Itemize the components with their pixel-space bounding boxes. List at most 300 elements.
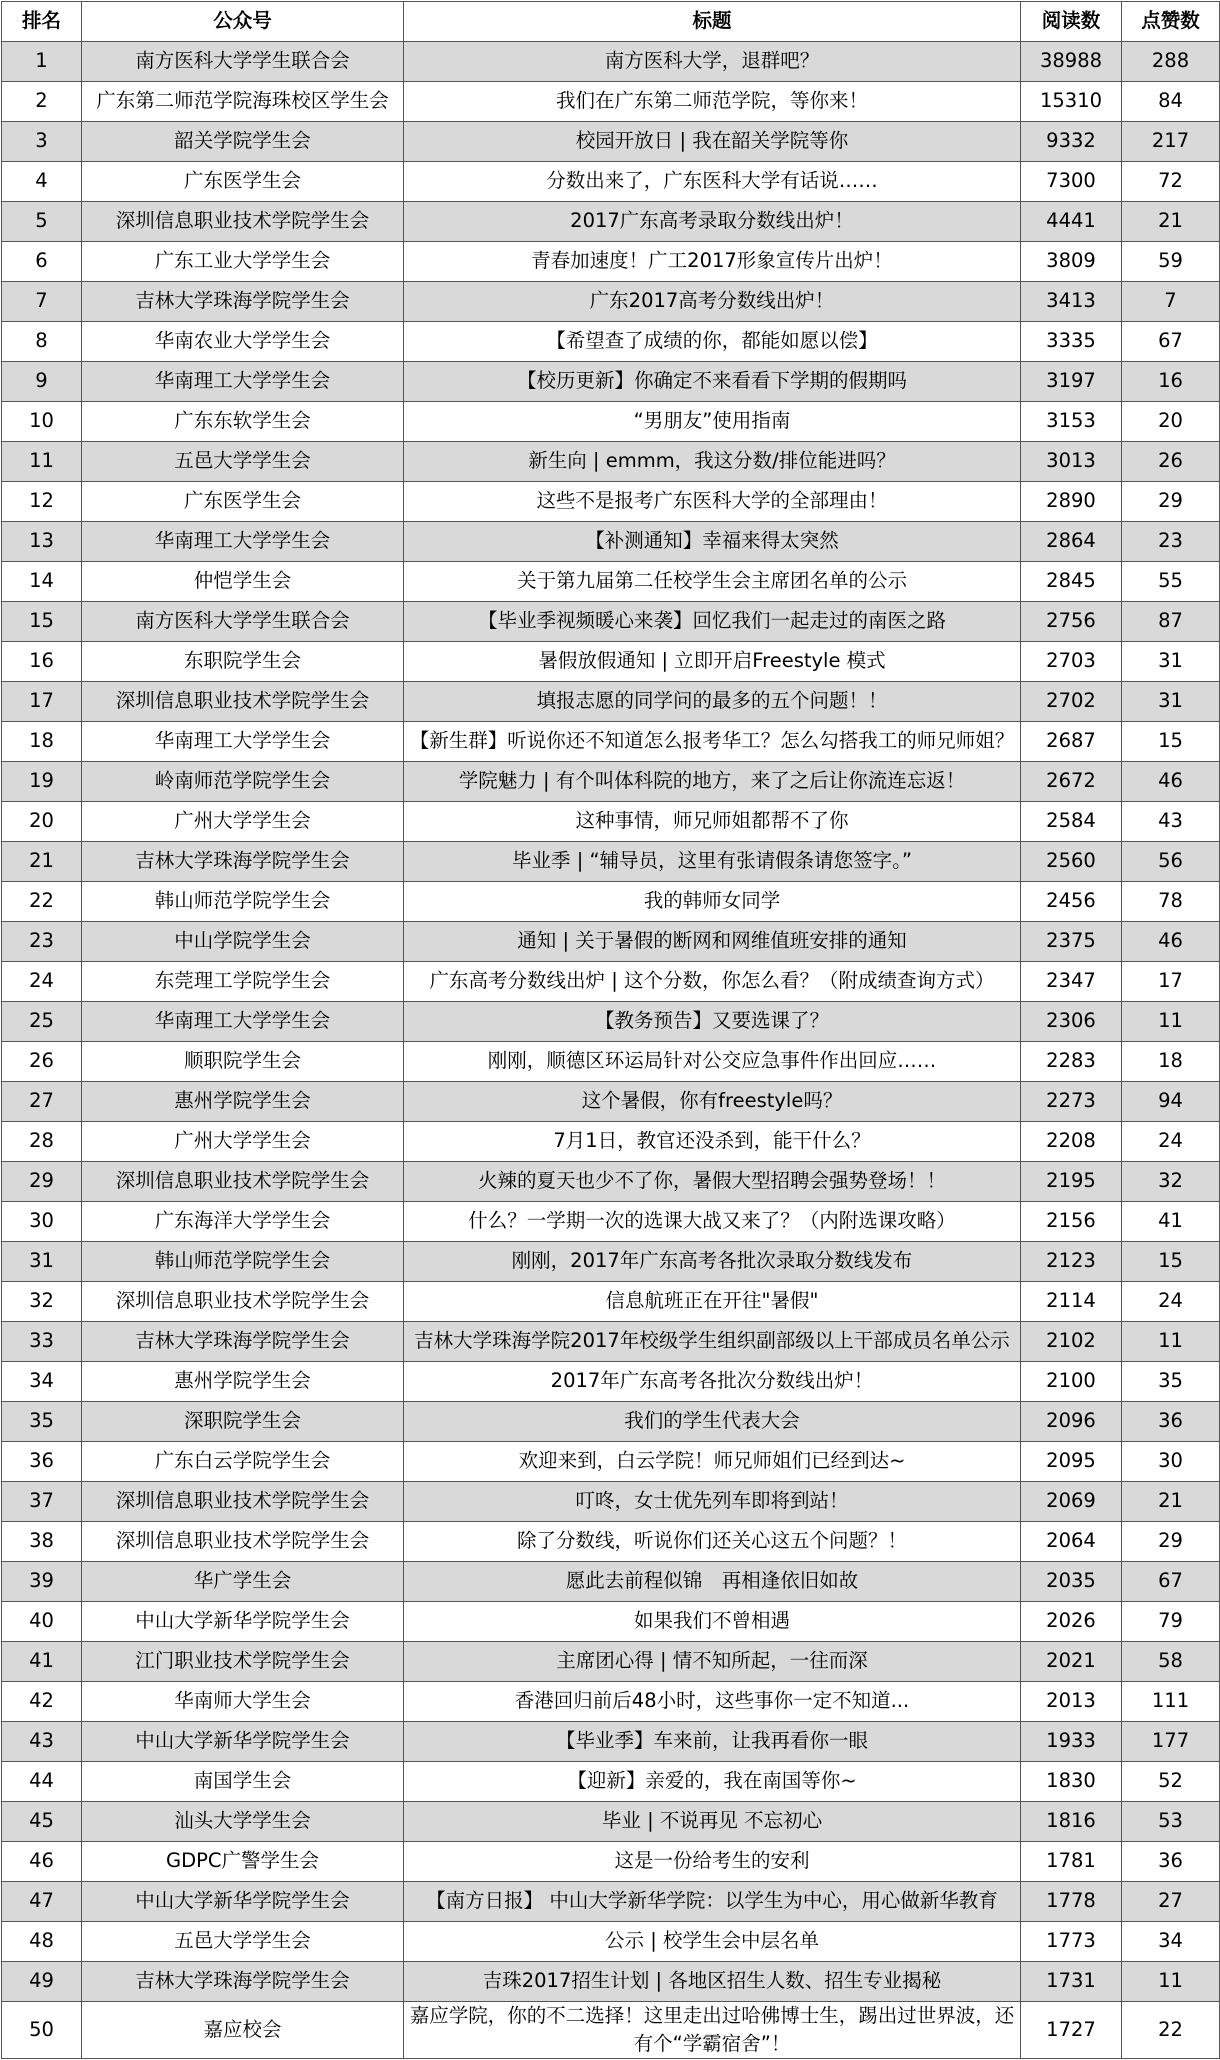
table-row [2, 802, 1220, 842]
cell-reads: 2208 [1021, 1122, 1122, 1162]
table-row [2, 1482, 1220, 1522]
cell-account: 顺职院学生会 [82, 1042, 404, 1082]
cell-rank: 23 [2, 922, 82, 962]
cell-reads: 2864 [1021, 522, 1122, 562]
cell-likes: 41 [1122, 1202, 1220, 1242]
cell-title: 我们的学生代表大会 [404, 1402, 1021, 1442]
table-row [2, 602, 1220, 642]
cell-title: 【教务预告】又要选课了？ [404, 1002, 1021, 1042]
table-row [2, 1762, 1220, 1802]
table-row [2, 682, 1220, 722]
cell-likes: 15 [1122, 722, 1220, 762]
cell-reads: 2195 [1021, 1162, 1122, 1202]
cell-account: 南国学生会 [82, 1762, 404, 1802]
cell-title: “男朋友”使用指南 [404, 402, 1021, 442]
cell-account: 韶关学院学生会 [82, 122, 404, 162]
cell-rank: 21 [2, 842, 82, 882]
header-row [2, 2, 1220, 42]
table-row [2, 1682, 1220, 1722]
cell-rank: 15 [2, 602, 82, 642]
cell-likes: 15 [1122, 1242, 1220, 1282]
cell-account: 韩山师范学院学生会 [82, 882, 404, 922]
cell-title: 广东高考分数线出炉 | 这个分数，你怎么看？（附成绩查询方式） [404, 962, 1021, 1002]
cell-rank: 17 [2, 682, 82, 722]
cell-reads: 1781 [1021, 1842, 1122, 1882]
cell-reads: 3153 [1021, 402, 1122, 442]
cell-likes: 52 [1122, 1762, 1220, 1802]
cell-title: 新生向 | emmm，我这分数/排位能进吗？ [404, 442, 1021, 482]
cell-rank: 14 [2, 562, 82, 602]
cell-rank: 10 [2, 402, 82, 442]
cell-account: 华南农业大学学生会 [82, 322, 404, 362]
table-row [2, 1162, 1220, 1202]
cell-rank: 20 [2, 802, 82, 842]
cell-account: 仲恺学生会 [82, 562, 404, 602]
table-row [2, 1402, 1220, 1442]
header-account: 公众号 [82, 2, 404, 42]
cell-likes: 87 [1122, 602, 1220, 642]
cell-likes: 111 [1122, 1682, 1220, 1722]
cell-account: GDPC广警学生会 [82, 1842, 404, 1882]
cell-rank: 33 [2, 1322, 82, 1362]
cell-account: 吉林大学珠海学院学生会 [82, 842, 404, 882]
table-row [2, 962, 1220, 1002]
cell-reads: 2069 [1021, 1482, 1122, 1522]
table-row [2, 1042, 1220, 1082]
cell-title: 叮咚，女士优先列车即将到站！ [404, 1482, 1021, 1522]
cell-rank: 4 [2, 162, 82, 202]
cell-reads: 2114 [1021, 1282, 1122, 1322]
cell-account: 广东工业大学学生会 [82, 242, 404, 282]
cell-title: 我们在广东第二师范学院，等你来！ [404, 82, 1021, 122]
cell-reads: 9332 [1021, 122, 1122, 162]
cell-account: 深圳信息职业技术学院学生会 [82, 1482, 404, 1522]
cell-rank: 34 [2, 1362, 82, 1402]
cell-rank: 45 [2, 1802, 82, 1842]
cell-rank: 18 [2, 722, 82, 762]
cell-title: 南方医科大学，退群吧？ [404, 42, 1021, 82]
cell-likes: 59 [1122, 242, 1220, 282]
cell-rank: 43 [2, 1722, 82, 1762]
cell-likes: 24 [1122, 1282, 1220, 1322]
table-row [2, 42, 1220, 82]
cell-title: 嘉应学院，你的不二选择！这里走出过哈佛博士生，踢出过世界波，还有个“学霸宿舍”！ [404, 2002, 1021, 2059]
cell-rank: 12 [2, 482, 82, 522]
cell-rank: 13 [2, 522, 82, 562]
cell-account: 南方医科大学学生联合会 [82, 42, 404, 82]
cell-title: 我的韩师女同学 [404, 882, 1021, 922]
cell-rank: 19 [2, 762, 82, 802]
cell-title [404, 722, 1021, 762]
cell-account: 东莞理工学院学生会 [82, 962, 404, 1002]
cell-account: 深圳信息职业技术学院学生会 [82, 202, 404, 242]
cell-rank: 40 [2, 1602, 82, 1642]
cell-reads: 2306 [1021, 1002, 1122, 1042]
cell-reads: 2584 [1021, 802, 1122, 842]
cell-account: 五邑大学学生会 [82, 442, 404, 482]
cell-rank: 24 [2, 962, 82, 1002]
table-row [2, 402, 1220, 442]
cell-account: 吉林大学珠海学院学生会 [82, 1322, 404, 1362]
cell-likes: 32 [1122, 1162, 1220, 1202]
cell-rank: 9 [2, 362, 82, 402]
cell-likes: 21 [1122, 202, 1220, 242]
table-row [2, 482, 1220, 522]
cell-reads: 2064 [1021, 1522, 1122, 1562]
cell-likes: 30 [1122, 1442, 1220, 1482]
table-row [2, 162, 1220, 202]
cell-title: 【迎新】亲爱的，我在南国等你~ [404, 1762, 1021, 1802]
cell-likes: 72 [1122, 162, 1220, 202]
table-row [2, 1922, 1220, 1962]
cell-rank: 50 [2, 2002, 82, 2059]
table-header [2, 2, 1220, 42]
cell-likes: 11 [1122, 1962, 1220, 2002]
cell-reads: 2702 [1021, 682, 1122, 722]
cell-account: 华南理工大学学生会 [82, 722, 404, 762]
cell-reads: 2375 [1021, 922, 1122, 962]
table-row [2, 522, 1220, 562]
table-row [2, 1202, 1220, 1242]
cell-title: 7月1日，教官还没杀到，能干什么？ [404, 1122, 1021, 1162]
cell-reads: 1816 [1021, 1802, 1122, 1842]
cell-account: 广东东软学生会 [82, 402, 404, 442]
cell-account: 深圳信息职业技术学院学生会 [82, 682, 404, 722]
cell-title-text: 【新生群】听说你还不知道怎么报考华工？怎么勾搭我工的师兄师姐？ [409, 729, 1015, 752]
cell-title: 愿此去前程似锦 再相逢依旧如故 [404, 1562, 1021, 1602]
cell-reads: 2845 [1021, 562, 1122, 602]
cell-rank: 38 [2, 1522, 82, 1562]
cell-title: 吉珠2017招生计划 | 各地区招生人数、招生专业揭秘 [404, 1962, 1021, 2002]
cell-reads: 2013 [1021, 1682, 1122, 1722]
table-row [2, 1882, 1220, 1922]
cell-rank: 47 [2, 1882, 82, 1922]
cell-account: 深职院学生会 [82, 1402, 404, 1442]
cell-account: 汕头大学学生会 [82, 1802, 404, 1842]
cell-likes: 11 [1122, 1002, 1220, 1042]
cell-title: 通知 | 关于暑假的断网和网维值班安排的通知 [404, 922, 1021, 962]
cell-title: 火辣的夏天也少不了你，暑假大型招聘会强势登场！！ [404, 1162, 1021, 1202]
cell-title: 香港回归前后48小时，这些事你一定不知道... [404, 1682, 1021, 1722]
table-row [2, 2002, 1220, 2059]
cell-likes: 29 [1122, 482, 1220, 522]
table-row [2, 1802, 1220, 1842]
table-row [2, 202, 1220, 242]
cell-reads: 15310 [1021, 82, 1122, 122]
cell-reads: 2283 [1021, 1042, 1122, 1082]
cell-title: 关于第九届第二任校学生会主席团名单的公示 [404, 562, 1021, 602]
cell-likes: 20 [1122, 402, 1220, 442]
cell-rank: 46 [2, 1842, 82, 1882]
cell-reads: 3413 [1021, 282, 1122, 322]
cell-account: 华南理工大学学生会 [82, 362, 404, 402]
cell-reads: 3197 [1021, 362, 1122, 402]
cell-title: 校园开放日 | 我在韶关学院等你 [404, 122, 1021, 162]
cell-account: 江门职业技术学院学生会 [82, 1642, 404, 1682]
cell-title: 【毕业季】车来前，让我再看你一眼 [404, 1722, 1021, 1762]
cell-title: 毕业季 | “辅导员，这里有张请假条请您签字。” [404, 842, 1021, 882]
cell-account: 华南理工大学学生会 [82, 522, 404, 562]
table-row [2, 842, 1220, 882]
cell-title: 填报志愿的同学问的最多的五个问题！！ [404, 682, 1021, 722]
cell-reads: 2703 [1021, 642, 1122, 682]
cell-likes: 43 [1122, 802, 1220, 842]
table-row [2, 1642, 1220, 1682]
cell-likes: 22 [1122, 2002, 1220, 2059]
table-row [2, 642, 1220, 682]
cell-title: 广东2017高考分数线出炉！ [404, 282, 1021, 322]
table-row [2, 322, 1220, 362]
cell-likes: 11 [1122, 1322, 1220, 1362]
cell-rank: 31 [2, 1242, 82, 1282]
cell-rank: 1 [2, 42, 82, 82]
cell-account: 嘉应校会 [82, 2002, 404, 2059]
cell-title: 刚刚，2017年广东高考各批次录取分数线发布 [404, 1242, 1021, 1282]
cell-likes: 34 [1122, 1922, 1220, 1962]
cell-title: 欢迎来到，白云学院！师兄师姐们已经到达~ [404, 1442, 1021, 1482]
cell-reads: 3335 [1021, 322, 1122, 362]
cell-reads: 3013 [1021, 442, 1122, 482]
cell-reads: 1933 [1021, 1722, 1122, 1762]
cell-account: 吉林大学珠海学院学生会 [82, 282, 404, 322]
cell-account: 广州大学学生会 [82, 802, 404, 842]
table-row [2, 1442, 1220, 1482]
cell-account: 南方医科大学学生联合会 [82, 602, 404, 642]
table-row [2, 122, 1220, 162]
cell-reads: 2156 [1021, 1202, 1122, 1242]
table-row [2, 1962, 1220, 2002]
cell-likes: 94 [1122, 1082, 1220, 1122]
cell-rank: 27 [2, 1082, 82, 1122]
cell-rank: 2 [2, 82, 82, 122]
cell-reads: 2456 [1021, 882, 1122, 922]
cell-reads: 2123 [1021, 1242, 1122, 1282]
cell-likes: 67 [1122, 322, 1220, 362]
cell-rank: 30 [2, 1202, 82, 1242]
cell-likes: 84 [1122, 82, 1220, 122]
cell-likes: 27 [1122, 1882, 1220, 1922]
cell-likes: 53 [1122, 1802, 1220, 1842]
cell-likes: 36 [1122, 1842, 1220, 1882]
cell-likes: 217 [1122, 122, 1220, 162]
cell-rank: 37 [2, 1482, 82, 1522]
cell-rank: 25 [2, 1002, 82, 1042]
cell-reads: 2347 [1021, 962, 1122, 1002]
cell-account: 华南师大学生会 [82, 1682, 404, 1722]
cell-likes: 24 [1122, 1122, 1220, 1162]
cell-likes: 36 [1122, 1402, 1220, 1442]
cell-rank: 39 [2, 1562, 82, 1602]
cell-title: 主席团心得 | 情不知所起，一往而深 [404, 1642, 1021, 1682]
table-row [2, 1002, 1220, 1042]
cell-title: 如果我们不曾相遇 [404, 1602, 1021, 1642]
cell-reads: 2096 [1021, 1402, 1122, 1442]
cell-reads: 2273 [1021, 1082, 1122, 1122]
cell-likes: 23 [1122, 522, 1220, 562]
cell-reads: 2672 [1021, 762, 1122, 802]
cell-likes: 7 [1122, 282, 1220, 322]
cell-likes: 35 [1122, 1362, 1220, 1402]
table-row [2, 442, 1220, 482]
cell-account: 韩山师范学院学生会 [82, 1242, 404, 1282]
table-row [2, 1122, 1220, 1162]
cell-rank: 3 [2, 122, 82, 162]
cell-reads: 1731 [1021, 1962, 1122, 2002]
cell-rank: 49 [2, 1962, 82, 2002]
cell-likes: 55 [1122, 562, 1220, 602]
cell-title: 信息航班正在开往"暑假" [404, 1282, 1021, 1322]
cell-title: 【南方日报】 中山大学新华学院：以学生为中心，用心做新华教育 [404, 1882, 1021, 1922]
table-row [2, 882, 1220, 922]
cell-account: 广东第二师范学院海珠校区学生会 [82, 82, 404, 122]
cell-likes: 288 [1122, 42, 1220, 82]
cell-rank: 35 [2, 1402, 82, 1442]
cell-account: 惠州学院学生会 [82, 1362, 404, 1402]
table-row [2, 242, 1220, 282]
cell-rank: 11 [2, 442, 82, 482]
cell-likes: 56 [1122, 842, 1220, 882]
table-row [2, 1322, 1220, 1362]
cell-account: 中山学院学生会 [82, 922, 404, 962]
cell-account: 广东海洋大学学生会 [82, 1202, 404, 1242]
cell-account: 五邑大学学生会 [82, 1922, 404, 1962]
table-row [2, 1722, 1220, 1762]
table-row [2, 1562, 1220, 1602]
cell-title: 青春加速度！广工2017形象宣传片出炉！ [404, 242, 1021, 282]
header-title: 标题 [404, 2, 1021, 42]
cell-reads: 2100 [1021, 1362, 1122, 1402]
cell-rank: 44 [2, 1762, 82, 1802]
cell-reads: 2026 [1021, 1602, 1122, 1642]
cell-account: 华南理工大学学生会 [82, 1002, 404, 1042]
cell-likes: 16 [1122, 362, 1220, 402]
cell-likes: 31 [1122, 642, 1220, 682]
header-reads: 阅读数 [1021, 2, 1122, 42]
cell-reads: 4441 [1021, 202, 1122, 242]
cell-rank: 41 [2, 1642, 82, 1682]
table-row [2, 762, 1220, 802]
cell-likes: 29 [1122, 1522, 1220, 1562]
cell-account: 广东医学生会 [82, 482, 404, 522]
cell-rank: 42 [2, 1682, 82, 1722]
cell-reads: 1727 [1021, 2002, 1122, 2059]
cell-account: 中山大学新华学院学生会 [82, 1882, 404, 1922]
cell-rank: 16 [2, 642, 82, 682]
cell-title: 吉林大学珠海学院2017年校级学生组织副部级以上干部成员名单公示 [404, 1322, 1021, 1362]
cell-rank: 5 [2, 202, 82, 242]
cell-likes: 18 [1122, 1042, 1220, 1082]
table-row [2, 1242, 1220, 1282]
cell-account: 中山大学新华学院学生会 [82, 1602, 404, 1642]
cell-account: 吉林大学珠海学院学生会 [82, 1962, 404, 2002]
cell-likes: 46 [1122, 762, 1220, 802]
header-rank: 排名 [2, 2, 82, 42]
table-row [2, 1362, 1220, 1402]
cell-likes: 78 [1122, 882, 1220, 922]
cell-reads: 7300 [1021, 162, 1122, 202]
cell-rank: 28 [2, 1122, 82, 1162]
cell-account: 广州大学学生会 [82, 1122, 404, 1162]
cell-title: 【补测通知】幸福来得太突然 [404, 522, 1021, 562]
cell-reads: 2890 [1021, 482, 1122, 522]
cell-reads: 1778 [1021, 1882, 1122, 1922]
cell-likes: 21 [1122, 1482, 1220, 1522]
cell-rank: 48 [2, 1922, 82, 1962]
cell-title: 【希望查了成绩的你，都能如愿以偿】 [404, 322, 1021, 362]
cell-rank: 8 [2, 322, 82, 362]
cell-reads: 1830 [1021, 1762, 1122, 1802]
cell-title: 【毕业季视频暖心来袭】回忆我们一起走过的南医之路 [404, 602, 1021, 642]
cell-rank: 22 [2, 882, 82, 922]
cell-account: 深圳信息职业技术学院学生会 [82, 1282, 404, 1322]
cell-account: 华广学生会 [82, 1562, 404, 1602]
table-row [2, 1842, 1220, 1882]
cell-title: 这种事情，师兄师姐都帮不了你 [404, 802, 1021, 842]
table-row [2, 282, 1220, 322]
cell-account: 广东白云学院学生会 [82, 1442, 404, 1482]
cell-title: 2017年广东高考各批次分数线出炉！ [404, 1362, 1021, 1402]
cell-likes: 31 [1122, 682, 1220, 722]
cell-account: 中山大学新华学院学生会 [82, 1722, 404, 1762]
cell-account: 东职院学生会 [82, 642, 404, 682]
cell-title: 这个暑假，你有freestyle吗？ [404, 1082, 1021, 1122]
cell-title: 学院魅力 | 有个叫体科院的地方，来了之后让你流连忘返！ [404, 762, 1021, 802]
table-row [2, 722, 1220, 762]
cell-title: 什么？一学期一次的选课大战又来了？（内附选课攻略） [404, 1202, 1021, 1242]
cell-title: 这些不是报考广东医科大学的全部理由！ [404, 482, 1021, 522]
cell-title: 这是一份给考生的安利 [404, 1842, 1021, 1882]
cell-rank: 26 [2, 1042, 82, 1082]
cell-reads: 2102 [1021, 1322, 1122, 1362]
cell-likes: 46 [1122, 922, 1220, 962]
cell-account: 岭南师范学院学生会 [82, 762, 404, 802]
cell-reads: 2687 [1021, 722, 1122, 762]
cell-title: 【校历更新】你确定不来看看下学期的假期吗 [404, 362, 1021, 402]
cell-likes: 177 [1122, 1722, 1220, 1762]
cell-reads: 2035 [1021, 1562, 1122, 1602]
cell-title: 除了分数线，听说你们还关心这五个问题？！ [404, 1522, 1021, 1562]
table-row [2, 562, 1220, 602]
cell-account: 深圳信息职业技术学院学生会 [82, 1522, 404, 1562]
table-row [2, 1282, 1220, 1322]
cell-likes: 17 [1122, 962, 1220, 1002]
cell-reads: 2021 [1021, 1642, 1122, 1682]
cell-title: 刚刚，顺德区环运局针对公交应急事件作出回应…… [404, 1042, 1021, 1082]
cell-rank: 7 [2, 282, 82, 322]
cell-reads: 3809 [1021, 242, 1122, 282]
cell-rank: 29 [2, 1162, 82, 1202]
cell-account: 广东医学生会 [82, 162, 404, 202]
cell-reads: 2095 [1021, 1442, 1122, 1482]
cell-rank: 6 [2, 242, 82, 282]
header-likes: 点赞数 [1122, 2, 1220, 42]
table-row [2, 362, 1220, 402]
cell-likes: 79 [1122, 1602, 1220, 1642]
cell-likes: 58 [1122, 1642, 1220, 1682]
cell-reads: 2756 [1021, 602, 1122, 642]
ranking-table [1, 1, 1220, 2059]
cell-reads: 2560 [1021, 842, 1122, 882]
table-row [2, 922, 1220, 962]
cell-rank: 36 [2, 1442, 82, 1482]
cell-likes: 26 [1122, 442, 1220, 482]
cell-rank: 32 [2, 1282, 82, 1322]
table-row [2, 1082, 1220, 1122]
cell-account: 深圳信息职业技术学院学生会 [82, 1162, 404, 1202]
cell-likes: 67 [1122, 1562, 1220, 1602]
table-body [2, 42, 1220, 2059]
cell-account: 惠州学院学生会 [82, 1082, 404, 1122]
